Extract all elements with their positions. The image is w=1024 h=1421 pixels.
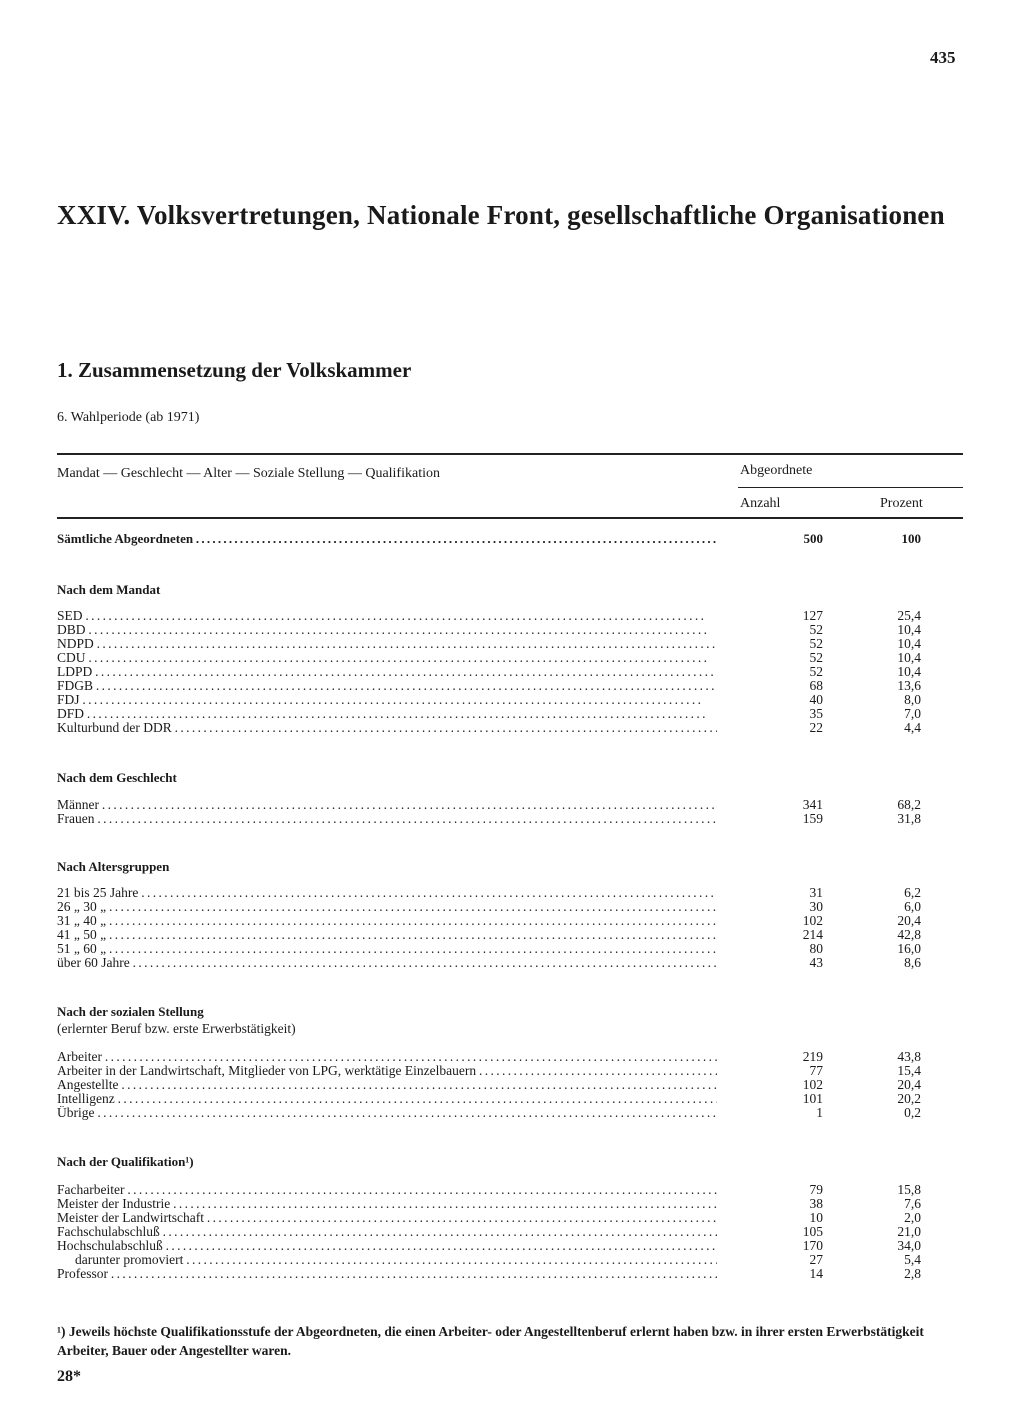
section-rows-qualifikation	[57, 1183, 963, 1281]
row-percent: 15,8	[897, 1182, 921, 1197]
row-count: 52	[809, 650, 823, 665]
table-row	[57, 623, 963, 637]
total-percent: 100	[901, 531, 921, 546]
total-count: 500	[803, 531, 823, 546]
row-percent: 5,4	[904, 1252, 921, 1267]
table-row	[57, 886, 963, 900]
table-row	[57, 721, 963, 735]
row-count: 27	[809, 1252, 823, 1267]
table-row	[57, 928, 963, 942]
table-row	[57, 956, 963, 970]
section-rows-alter	[57, 886, 963, 970]
row-label: Facharbeiter . . .	[57, 1183, 717, 1197]
row-percent: 8,0	[904, 692, 921, 707]
table-row	[57, 942, 963, 956]
table-row	[57, 1106, 963, 1120]
chapter-title: XXIV. Volksvertretungen, Nationale Front, gesellschaftliche Organisationen	[57, 200, 945, 230]
row-count: 22	[809, 720, 823, 735]
row-percent: 42,8	[897, 927, 921, 942]
row-percent: 2,0	[904, 1210, 921, 1225]
section-rows-stellung	[57, 1050, 963, 1120]
row-percent: 20,4	[897, 913, 921, 928]
row-count: 40	[809, 692, 823, 707]
row-count: 14	[809, 1266, 823, 1281]
table-header-group: Abgeordnete	[740, 463, 813, 478]
row-label: Arbeiter in der Landwirtschaft, Mitglieder von LPG, werktätige Einzelbauern . . .	[57, 1064, 717, 1078]
row-count: 43	[809, 955, 823, 970]
table-row	[57, 665, 963, 679]
row-label: FDGB . . .	[57, 679, 717, 693]
row-count: 341	[802, 797, 823, 812]
row-percent: 16,0	[897, 941, 921, 956]
row-count: 52	[809, 636, 823, 651]
row-percent: 20,4	[897, 1077, 921, 1092]
row-label: über 60 Jahre . . .	[57, 956, 717, 970]
row-label: SED . . .	[57, 609, 717, 623]
table-row	[57, 1197, 963, 1211]
row-count: 159	[802, 811, 823, 826]
row-label: 26 „ 30 „ . . .	[57, 900, 717, 914]
row-label: 51 „ 60 „ . . .	[57, 942, 717, 956]
section-heading-mandat: Nach dem Mandat	[57, 582, 161, 597]
row-label: Frauen . . .	[57, 812, 717, 826]
table-row	[57, 798, 963, 812]
row-label: CDU . . .	[57, 651, 717, 665]
row-percent: 10,4	[897, 636, 921, 651]
table-row	[57, 693, 963, 707]
row-count: 127	[802, 608, 823, 623]
row-label: Meister der Industrie . . .	[57, 1197, 717, 1211]
table-row	[57, 1267, 963, 1281]
row-count: 101	[802, 1091, 823, 1106]
section-rows-geschlecht	[57, 798, 963, 826]
table-row	[57, 812, 963, 826]
signature-mark: 28*	[57, 1368, 81, 1385]
section-heading-geschlecht: Nach dem Geschlecht	[57, 770, 177, 785]
table-row	[57, 1064, 963, 1078]
row-percent: 6,0	[904, 899, 921, 914]
table-row	[57, 1211, 963, 1225]
section-heading-stellung: Nach der sozialen Stellung	[57, 1004, 204, 1019]
row-percent: 10,4	[897, 622, 921, 637]
section-rows-mandat	[57, 609, 963, 735]
row-count: 52	[809, 622, 823, 637]
row-label: Hochschulabschluß . . .	[57, 1239, 717, 1253]
row-percent: 20,2	[897, 1091, 921, 1106]
row-label: Übrige . . .	[57, 1106, 717, 1120]
row-count: 80	[809, 941, 823, 956]
section-heading-alter: Nach Altersgruppen	[57, 859, 170, 874]
row-percent: 10,4	[897, 650, 921, 665]
row-percent: 31,8	[897, 811, 921, 826]
section-heading-qualifikation: Nach der Qualifikation¹)	[57, 1154, 194, 1169]
table-row	[57, 1078, 963, 1092]
table-row	[57, 1253, 963, 1267]
footnote: ¹) Jeweils höchste Qualifikationsstufe der Abgeordneten, die einen Arbeiter- oder Angestelltenberuf erlernt haben bzw. in ihrer ersten Erwerbstätigkeit Arbeiter, Bauer oder Angestellter waren.	[57, 1324, 924, 1358]
table-row	[57, 1225, 963, 1239]
row-count: 77	[809, 1063, 823, 1078]
table-row	[57, 637, 963, 651]
row-label: DBD . . .	[57, 623, 717, 637]
row-label: Arbeiter . . .	[57, 1050, 717, 1064]
table-row	[57, 1239, 963, 1253]
row-percent: 21,0	[897, 1224, 921, 1239]
row-percent: 13,6	[897, 678, 921, 693]
row-label: Männer . . .	[57, 798, 717, 812]
row-label: LDPD . . .	[57, 665, 717, 679]
table-top-rule	[57, 453, 963, 455]
row-count: 170	[802, 1238, 823, 1253]
row-count: 10	[809, 1210, 823, 1225]
row-percent: 7,6	[904, 1196, 921, 1211]
row-percent: 2,8	[904, 1266, 921, 1281]
total-row	[57, 530, 963, 548]
row-count: 30	[809, 899, 823, 914]
table-head-rule	[57, 517, 963, 519]
row-label: DFD . . .	[57, 707, 717, 721]
section-note-stellung: (erlernter Beruf bzw. erste Erwerbstätigkeit)	[57, 1021, 296, 1036]
row-percent: 8,6	[904, 955, 921, 970]
row-label: 41 „ 50 „ . . .	[57, 928, 717, 942]
period-subtitle: 6. Wahlperiode (ab 1971)	[57, 410, 200, 425]
row-percent: 6,2	[904, 885, 921, 900]
row-count: 52	[809, 664, 823, 679]
row-count: 105	[802, 1224, 823, 1239]
row-count: 38	[809, 1196, 823, 1211]
section-title: 1. Zusammensetzung der Volkskammer	[57, 358, 412, 382]
table-row	[57, 707, 963, 721]
row-count: 79	[809, 1182, 823, 1197]
row-count: 214	[802, 927, 823, 942]
row-label: Intelligenz . . .	[57, 1092, 717, 1106]
row-label: 31 „ 40 „ . . .	[57, 914, 717, 928]
table-row	[57, 900, 963, 914]
table-row	[57, 914, 963, 928]
row-label: FDJ . . .	[57, 693, 717, 707]
row-percent: 15,4	[897, 1063, 921, 1078]
table-header-count: Anzahl	[740, 496, 781, 511]
row-count: 219	[802, 1049, 823, 1064]
table-header-label: Mandat — Geschlecht — Alter — Soziale Stellung — Qualifikation	[57, 466, 440, 481]
row-percent: 10,4	[897, 664, 921, 679]
row-percent: 34,0	[897, 1238, 921, 1253]
header-group-rule	[738, 487, 963, 488]
row-percent: 7,0	[904, 706, 921, 721]
row-percent: 4,4	[904, 720, 921, 735]
table-row	[57, 679, 963, 693]
row-label: Fachschulabschluß . . .	[57, 1225, 717, 1239]
table-row	[57, 1183, 963, 1197]
row-label: Meister der Landwirtschaft . . .	[57, 1211, 717, 1225]
table-header-percent: Prozent	[880, 496, 923, 511]
row-percent: 0,2	[904, 1105, 921, 1120]
row-percent: 68,2	[897, 797, 921, 812]
row-percent: 43,8	[897, 1049, 921, 1064]
page-number: 435	[930, 48, 956, 67]
table-row	[57, 1092, 963, 1106]
table-row	[57, 609, 963, 623]
row-count: 68	[809, 678, 823, 693]
row-label: Kulturbund der DDR . . .	[57, 721, 717, 735]
row-count: 1	[816, 1105, 823, 1120]
row-count: 35	[809, 706, 823, 721]
row-label: Angestellte . . .	[57, 1078, 717, 1092]
row-label: 21 bis 25 Jahre . . .	[57, 886, 717, 900]
total-label: Sämtliche Abgeordneten . . .	[57, 530, 717, 548]
table-row	[57, 1050, 963, 1064]
row-label: darunter promoviert . . .	[57, 1253, 717, 1267]
row-percent: 25,4	[897, 608, 921, 623]
row-count: 102	[802, 1077, 823, 1092]
row-label: Professor . . .	[57, 1267, 717, 1281]
row-count: 102	[802, 913, 823, 928]
row-count: 31	[809, 885, 823, 900]
row-label: NDPD . . .	[57, 637, 717, 651]
table-row	[57, 651, 963, 665]
